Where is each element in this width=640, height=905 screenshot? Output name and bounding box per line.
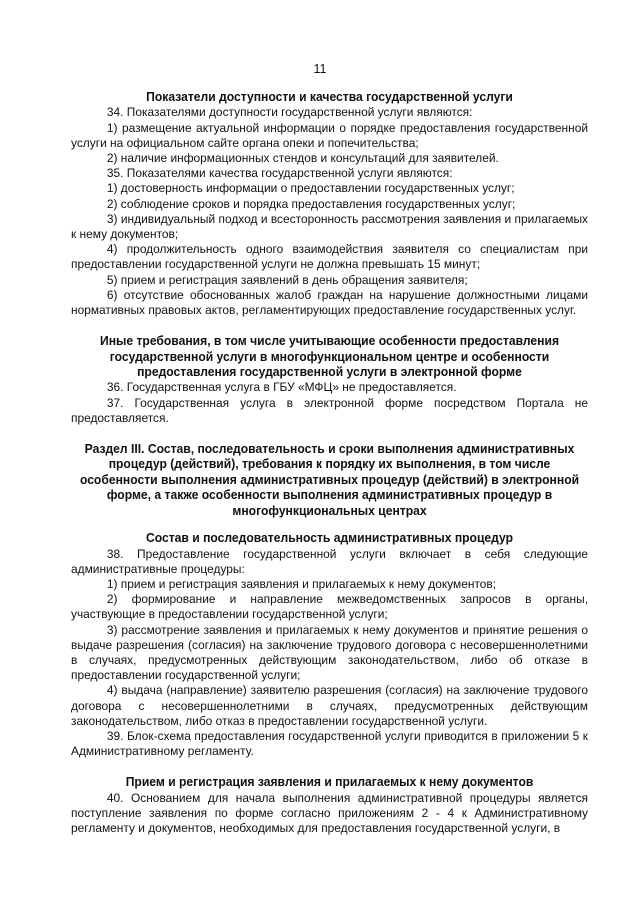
paragraph-35-item-4: 4) продолжительность одного взаимодействия заявителя со специалистам при предоставлении государственной услуги не должна превышать 15 минут; [71, 242, 589, 272]
paragraph-34-item-1: 1) размещение актуальной информации о порядке предоставления государственной услуги на официальном сайте органа опеки и попечительства; [71, 120, 589, 150]
section-heading-availability-quality: Показатели доступности и качества государственной услуги [146, 90, 513, 104]
paragraph-38-item-2: 2) формирование и направление межведомственных запросов в органы, участвующие в предоставлении государственной услуги; [71, 592, 589, 622]
spacer [71, 318, 588, 334]
paragraph-35-item-3: 3) индивидуальный подход и всесторонность рассмотрения заявления и прилагаемых к нему документов; [71, 211, 589, 242]
paragraph-38-item-4: 4) выдача (направление) заявителю разрешения (согласия) на заключение трудового договора с несовершеннолетними в случаях, предусмотренных действующим законодательством, либо отказ в предоставлении государственной услуги. [71, 683, 589, 728]
paragraph-40: 40. Основанием для начала выполнения административной процедуры является поступление заявления по форме согласно приложениям 2 - 4 к Административному регламенту и документов, необходимых для предоставления государственной услуги, в [71, 790, 589, 836]
section-heading-part-3: Раздел III. Состав, последовательность и сроки выполнения административных процедур (действий), требования к порядку их выполнения, в том числе особенности выполнения административных процедур (действий) в электронной форме, а также особенности выполнения административных процедур в многофункциональных центрах [79, 442, 580, 518]
page-number: 11 [313, 62, 327, 76]
spacer [71, 759, 588, 775]
paragraph-38: 38. Предоставление государственной услуги включает в себя следующие административные процедуры: [71, 546, 589, 576]
paragraph-36: 36. Государственная услуга в ГБУ «МФЦ» не предоставляется. [106, 380, 457, 395]
paragraph-35-item-2: 2) соблюдение сроков и порядка предоставления государственных услуг; [106, 196, 516, 211]
paragraph-39: 39. Блок-схема предоставления государственной услуги приводится в приложении 5 к Административному регламенту. [71, 728, 589, 759]
paragraph-34: 34. Показателями доступности государственной услуги являются: [106, 105, 473, 120]
paragraph-37: 37. Государственная услуга в электронной форме посредством Портала не предоставляется. [71, 395, 589, 425]
paragraph-35: 35. Показателями качества государственной услуги являются: [106, 166, 453, 181]
section-heading-reception-registration: Прием и регистрация заявления и прилагаемых к нему документов [125, 775, 534, 790]
spacer [71, 519, 588, 531]
section-heading-procedures: Состав и последовательность административных процедур [145, 531, 514, 546]
paragraph-35-item-5: 5) прием и регистрация заявлений в день обращения заявителя; [106, 272, 468, 287]
document-body [71, 90, 588, 836]
spacer [71, 426, 588, 442]
paragraph-34-item-2: 2) наличие информационных стендов и консультаций для заявителей. [106, 151, 499, 166]
paragraph-35-item-6: 6) отсутствие обоснованных жалоб граждан на нарушение должностными лицами нормативных правовых актов, регламентирующих предоставление государственных услуг. [71, 287, 589, 318]
paragraph-38-item-1: 1) прием и регистрация заявления и прилагаемых к нему документов; [106, 576, 497, 591]
paragraph-38-item-3: 3) рассмотрение заявления и прилагаемых к нему документов и принятие решения о выдаче разрешения (согласия) на заключение трудового договора с несовершеннолетними в случаях, предусмотренных действующим законодательством, либо об отказе в предоставлении государственной услуги; [71, 622, 589, 683]
paragraph-35-item-1: 1) достоверность информации о предоставлении государственных услуг; [106, 181, 515, 196]
section-heading-other-requirements: Иные требования, в том числе учитывающие особенности предоставления государственной услуги в многофункциональном центре и особенности предоставления государственной услуги в электронной форме [99, 334, 560, 380]
